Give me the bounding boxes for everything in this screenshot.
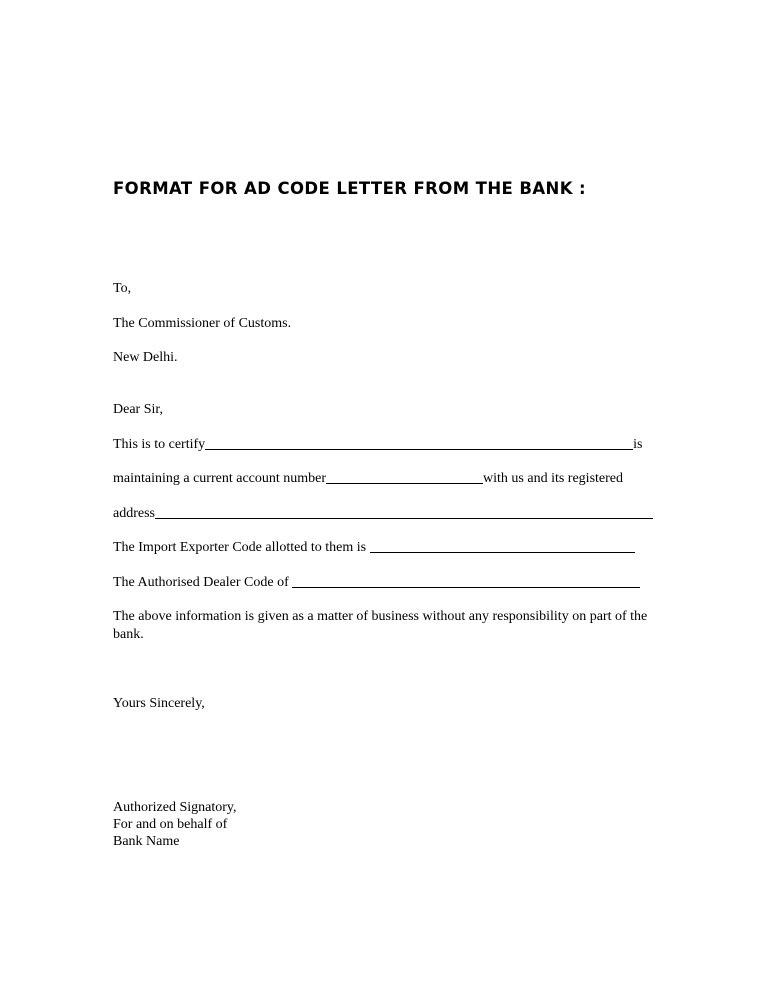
signatory-line: Authorized Signatory, (113, 800, 237, 815)
recipient-line: The Commissioner of Customs. (113, 316, 292, 331)
address-blank (155, 506, 653, 519)
closing-line: Yours Sincerely, (113, 696, 205, 711)
certify-line (113, 436, 643, 454)
greeting-line: Dear Sir, (113, 402, 163, 417)
adc-blank (292, 575, 640, 588)
bank-name-line: Bank Name (113, 834, 180, 849)
iec-blank (370, 540, 635, 553)
city-line: New Delhi. (113, 350, 178, 365)
adc-line (113, 574, 640, 592)
adc-label: The Authorised Dealer Code of (113, 575, 293, 590)
address-label: address (113, 506, 155, 521)
account-prefix: maintaining a current account number (113, 471, 327, 486)
address-line (113, 505, 653, 523)
account-number-blank (326, 471, 483, 484)
salutation-to: To, (113, 281, 132, 296)
account-line (113, 470, 623, 488)
disclaimer-paragraph: The above information is given as a matter of business without any responsibility on part of the bank. (113, 609, 648, 642)
iec-line (113, 539, 635, 557)
account-suffix: with us and its registered (483, 471, 624, 486)
certify-prefix: This is to certify (113, 437, 206, 452)
company-name-blank (205, 437, 633, 450)
certify-suffix: is (633, 437, 643, 452)
page-title: FORMAT FOR AD CODE LETTER FROM THE BANK : (113, 179, 587, 198)
iec-label: The Import Exporter Code allotted to them is (113, 540, 370, 555)
behalf-line: For and on behalf of (113, 817, 228, 832)
